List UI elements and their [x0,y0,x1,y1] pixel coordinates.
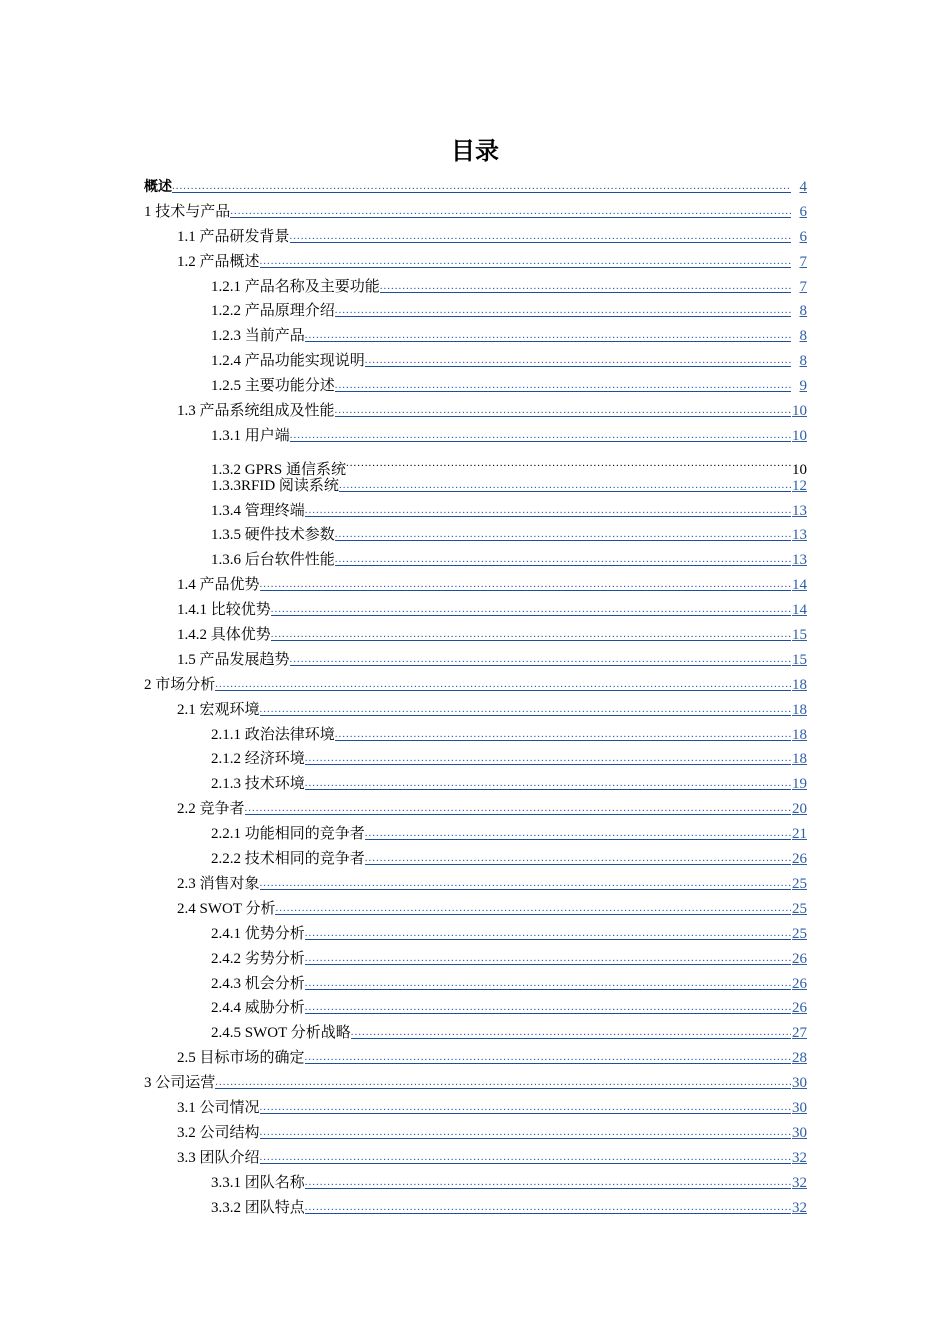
toc-dot-leader [260,1146,791,1164]
toc-entry-label: 2.5 目标市场的确定 [177,1050,305,1067]
toc-dot-leader [260,1121,791,1139]
toc-entry-label: 1.2.1 产品名称及主要功能 [211,278,380,295]
toc-entry-label: 1.3.4 管理终端 [211,502,305,519]
toc-entry[interactable] [144,200,807,225]
toc-entry-page-number: 10 [792,427,807,444]
toc-entry-page-number: 10 [792,403,807,420]
toc-dot-leader [230,200,791,218]
toc-entry-page-number: 20 [792,801,807,818]
toc-entry-label: 1.4 产品优势 [177,577,260,594]
toc-entry[interactable] [144,947,807,972]
toc-entry[interactable] [144,1046,807,1071]
toc-entry[interactable] [144,1121,807,1146]
toc-entry-label: 1.5 产品发展趋势 [177,651,290,668]
toc-dot-leader [365,822,791,840]
toc-entry-page-number: 30 [792,1075,807,1092]
toc-entry-page-number: 32 [792,1149,807,1166]
toc-dot-leader [335,523,791,541]
toc-dot-leader [215,1071,791,1089]
toc-entry[interactable] [144,1171,807,1196]
toc-entry-label: 概述 [144,179,172,195]
toc-entry-page-number: 28 [792,1050,807,1067]
toc-entry-label: 1.3.2 GPRS 通信系统 [211,461,347,478]
toc-entry-page-number: 26 [792,1000,807,1017]
toc-entry-page-number: 27 [792,1025,807,1042]
toc-entry-label: 1 技术与产品 [144,203,231,220]
toc-entry[interactable] [144,1096,807,1121]
toc-dot-leader [260,573,791,591]
toc-entry[interactable] [144,349,807,374]
toc-entry-label: 3.3 团队介绍 [177,1149,260,1166]
toc-entry-page-number: 7 [799,253,807,270]
toc-entry-page-number: 6 [799,203,807,220]
toc-entry-label: 2.2.1 功能相同的竞争者 [211,826,365,843]
toc-entry[interactable] [144,424,807,449]
toc-dot-leader [260,1096,791,1114]
toc-dot-leader [305,1046,791,1064]
toc-entry-page-number: 15 [792,627,807,644]
toc-entry-label: 1.3 产品系统组成及性能 [177,403,335,420]
toc-entry-page-number: 13 [792,502,807,519]
toc-dot-leader [260,698,791,716]
toc-dot-leader [305,922,791,940]
toc-entry[interactable] [144,299,807,324]
toc-entry[interactable] [144,996,807,1021]
toc-entry-page-number: 8 [799,303,807,320]
toc-entry[interactable] [144,797,807,822]
toc-entry[interactable] [144,673,807,698]
toc-dot-leader [339,474,791,492]
toc-title: 目录 [451,137,499,165]
toc-entry-page-number: 4 [799,179,807,195]
toc-dot-leader [305,996,791,1014]
toc-entry[interactable] [144,822,807,847]
toc-dot-leader [260,250,791,268]
toc-dot-leader [305,947,791,965]
toc-entry-page-number: 26 [792,851,807,868]
toc-entry-page-number: 32 [792,1174,807,1191]
toc-entry[interactable] [144,1196,807,1221]
toc-entry[interactable] [144,648,807,673]
toc-entry[interactable] [144,374,807,399]
toc-entry-label: 1.3.6 后台软件性能 [211,552,335,569]
toc-entry-page-number: 9 [799,378,807,395]
toc-entry[interactable] [144,598,807,623]
toc-dot-leader [290,648,791,666]
toc-entry[interactable] [144,449,807,478]
toc-entry[interactable] [144,474,807,499]
toc-entry-page-number: 26 [792,950,807,967]
toc-entry-label: 2.1.2 经济环境 [211,751,305,768]
toc-entry-page-number: 12 [792,477,807,494]
toc-entry-label: 3.3.1 团队名称 [211,1174,305,1191]
toc-entry-page-number: 14 [792,602,807,619]
toc-entry-label: 2.2 竞争者 [177,801,245,818]
toc-entry[interactable] [144,872,807,897]
toc-entry[interactable] [144,399,807,424]
toc-dot-leader [365,847,791,865]
toc-entry-label: 2.4.2 劣势分析 [211,950,305,967]
toc-entry-page-number: 25 [792,875,807,892]
toc-entry-label: 1.3.3RFID 阅读系统 [211,477,339,494]
toc-entry[interactable] [144,972,807,997]
toc-entry[interactable] [144,523,807,548]
toc-entry-label: 2.1.1 政治法律环境 [211,726,335,743]
toc-entry-label: 2 市场分析 [144,676,216,693]
toc-dot-leader [215,673,791,691]
toc-entry[interactable] [144,324,807,349]
toc-entry[interactable] [144,772,807,797]
toc-dot-leader [245,797,791,815]
toc-dot-leader [290,225,791,243]
toc-entry-page-number: 14 [792,577,807,594]
toc-entry-page-number: 25 [792,900,807,917]
toc-dot-leader [305,324,791,342]
toc-dot-leader [335,548,791,566]
toc-entry-page-number: 32 [792,1199,807,1216]
toc-entry-page-number: 8 [799,353,807,370]
toc-entry-page-number: 21 [792,826,807,843]
toc-dot-leader [305,772,791,790]
toc-entry[interactable] [144,548,807,573]
toc-dot-leader [172,175,791,193]
toc-entry-label: 2.1.3 技术环境 [211,776,305,793]
toc-entry-label: 1.2 产品概述 [177,253,260,270]
toc-entry-page-number: 7 [799,278,807,295]
toc-entry[interactable] [144,623,807,648]
toc-entry-label: 3.1 公司情况 [177,1099,260,1116]
toc-dot-leader [271,623,791,641]
toc-entry-page-number: 10 [792,461,807,478]
toc-entry[interactable] [144,747,807,772]
toc-entry-label: 1.2.3 当前产品 [211,328,305,345]
toc-dot-leader [335,399,791,417]
toc-dot-leader [305,499,791,517]
toc-dot-leader [305,1196,791,1214]
toc-dot-leader [335,299,791,317]
toc-entry-page-number: 25 [792,925,807,942]
toc-entry-page-number: 8 [799,328,807,345]
toc-entry-page-number: 30 [792,1124,807,1141]
toc-dot-leader [305,747,791,765]
toc-entry[interactable] [144,1071,807,1096]
toc-entry-page-number: 18 [792,726,807,743]
toc-entry[interactable] [144,847,807,872]
toc-entry-page-number: 19 [792,776,807,793]
toc-entry-label: 1.4.1 比较优势 [177,602,271,619]
toc-entry-label: 2.4 SWOT 分析 [177,900,276,917]
toc-entry-label: 1.4.2 具体优势 [177,627,271,644]
toc-entry-label: 2.4.4 威胁分析 [211,1000,305,1017]
toc-entry[interactable] [144,698,807,723]
toc-entry-page-number: 13 [792,527,807,544]
toc-entry[interactable] [144,499,807,524]
toc-entry-label: 2.4.3 机会分析 [211,975,305,992]
toc-entry-label: 1.2.2 产品原理介绍 [211,303,335,320]
toc-dot-leader [275,897,791,915]
toc-entry[interactable] [144,250,807,275]
toc-entry[interactable] [144,723,807,748]
toc-entry-label: 3.2 公司结构 [177,1124,260,1141]
toc-dot-leader [335,374,791,392]
toc-entry[interactable] [144,175,807,200]
toc-dot-leader [260,872,791,890]
toc-entry[interactable] [144,275,807,300]
toc-dot-leader [335,723,791,741]
toc-entry-label: 1.1 产品研发背景 [177,228,290,245]
toc-entry-label: 1.2.5 主要功能分述 [211,378,335,395]
toc-entry-label: 2.2.2 技术相同的竞争者 [211,851,365,868]
toc-entry-label: 3 公司运营 [144,1075,216,1092]
toc-dot-leader [271,598,791,616]
toc-entry[interactable] [144,897,807,922]
toc-entry-label: 2.4.1 优势分析 [211,925,305,942]
toc-entry-page-number: 6 [799,228,807,245]
toc-entry-label: 1.3.1 用户端 [211,427,290,444]
toc-entry-label: 2.4.5 SWOT 分析战略 [211,1025,351,1042]
toc-entry-label: 1.2.4 产品功能实现说明 [211,353,365,370]
toc-entry[interactable] [144,1146,807,1171]
toc-dot-leader [380,275,791,293]
toc-entry[interactable] [144,1021,807,1046]
toc-entry-page-number: 18 [792,701,807,718]
toc-dot-leader [305,972,791,990]
table-of-contents [144,175,807,1220]
toc-entry-page-number: 18 [792,751,807,768]
toc-dot-leader [290,424,791,442]
toc-entry[interactable] [144,225,807,250]
toc-dot-leader [351,1021,791,1039]
toc-dot-leader [365,349,791,367]
toc-entry-page-number: 30 [792,1099,807,1116]
toc-entry-page-number: 18 [792,676,807,693]
toc-entry-label: 1.3.5 硬件技术参数 [211,527,335,544]
toc-entry-label: 3.3.2 团队特点 [211,1199,305,1216]
toc-entry-label: 2.1 宏观环境 [177,701,260,718]
toc-entry-page-number: 13 [792,552,807,569]
toc-entry-page-number: 26 [792,975,807,992]
toc-dot-leader [346,449,791,474]
toc-entry-label: 2.3 消售对象 [177,875,260,892]
toc-dot-leader [305,1171,791,1189]
toc-entry[interactable] [144,922,807,947]
toc-entry[interactable] [144,573,807,598]
toc-entry-page-number: 15 [792,651,807,668]
